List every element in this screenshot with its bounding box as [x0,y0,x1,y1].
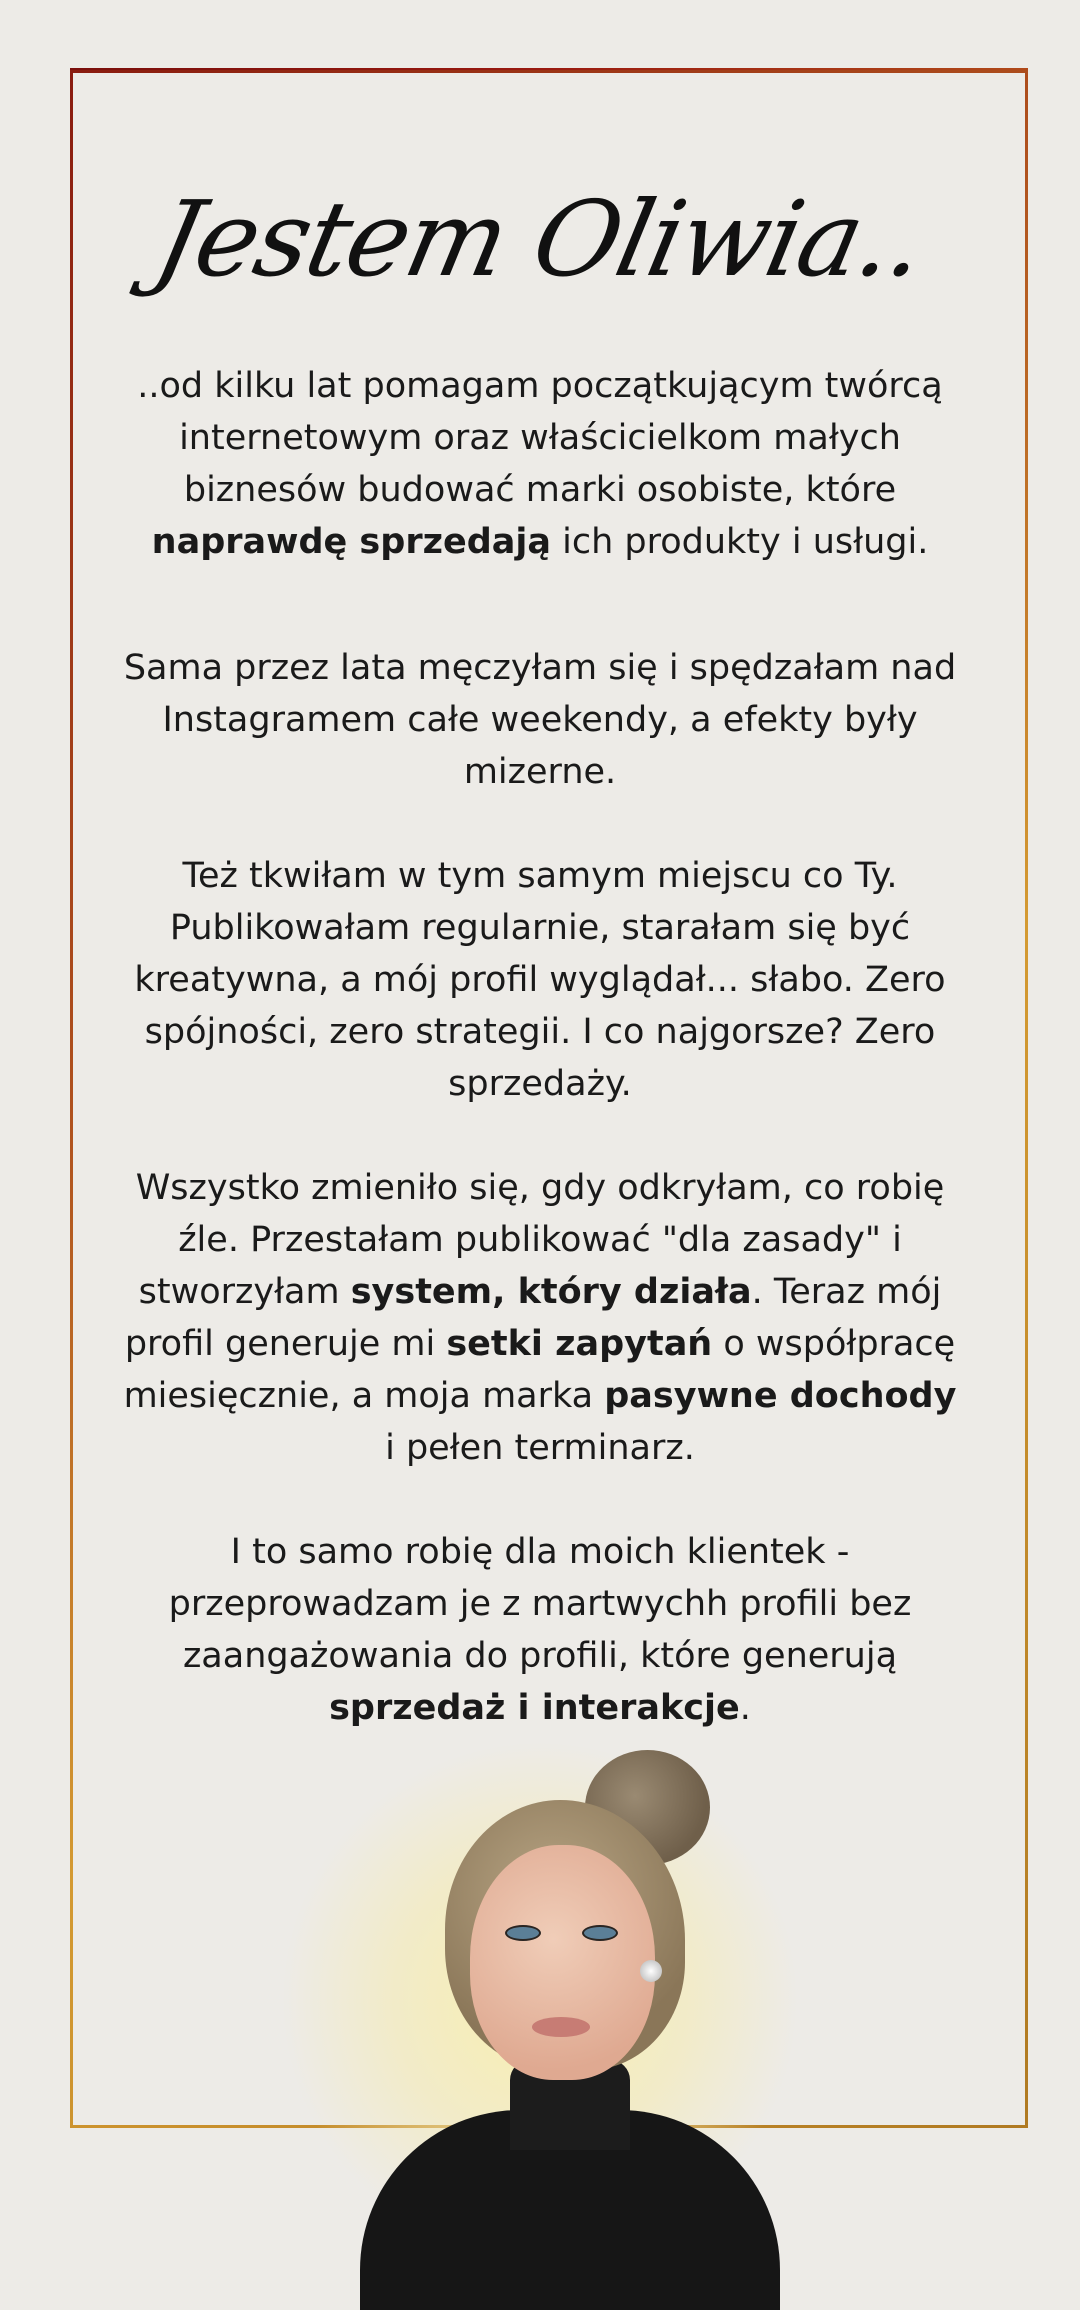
intro-text: ..od kilku lat pomagam początkującym twórcą internetowym oraz właścicielkom małych biznesów budować marki osobiste, które [137,366,943,510]
change-bold-1: system, który działa [350,1272,752,1312]
change-text-2: . Teraz mój profil generuje mi [124,1272,942,1364]
change-bold-3: pasywne dochody [604,1376,957,1416]
paragraph-same-place [120,850,960,1110]
portrait-lips [532,2017,590,2037]
change-text-4: i pełen terminarz. [385,1428,695,1468]
page-title: Jestem Oliwia.. [145,178,935,300]
paragraph-intro [120,360,960,568]
struggle-text: Sama przez lata męczyłam się i spędzałam nad Instagramem całe weekendy, a efekty były mizerne. [123,648,957,792]
bio-text [120,360,960,1786]
clients-text-end: . [739,1688,751,1728]
paragraph-change [120,1162,960,1474]
portrait-earring [640,1960,662,1982]
same-place-text: Też tkwiłam w tym samym miejscu co Ty. Publikowałam regularnie, starałam się być kreatywna, a mój profil wyglądał... słabo. Zero spójności, zero strategii. I co najgorsze? Zero sprzedaży. [134,856,946,1104]
intro-text-end: ich produkty i usługi. [550,522,929,562]
paragraph-clients [120,1526,960,1734]
change-text-3: o współpracę miesięcznie, a moja marka [123,1324,956,1416]
portrait-eye-left [505,1925,541,1941]
portrait-face [470,1845,655,2080]
clients-bold: sprzedaż i interakcje [329,1688,740,1728]
paragraph-struggle [120,642,960,798]
change-bold-2: setki zapytań [446,1324,713,1364]
intro-bold: naprawdę sprzedają [151,522,551,562]
clients-text: I to samo robię dla moich klientek - przeprowadzam je z martwychh profili bez zaangażowania do profili, które generują [168,1532,912,1676]
portrait-eye-right [582,1925,618,1941]
portrait-photo [300,1730,780,2200]
change-text-1: Wszystko zmieniło się, gdy odkryłam, co robię źle. Przestałam publikować "dla zasady" i stworzyłam [135,1168,945,1312]
